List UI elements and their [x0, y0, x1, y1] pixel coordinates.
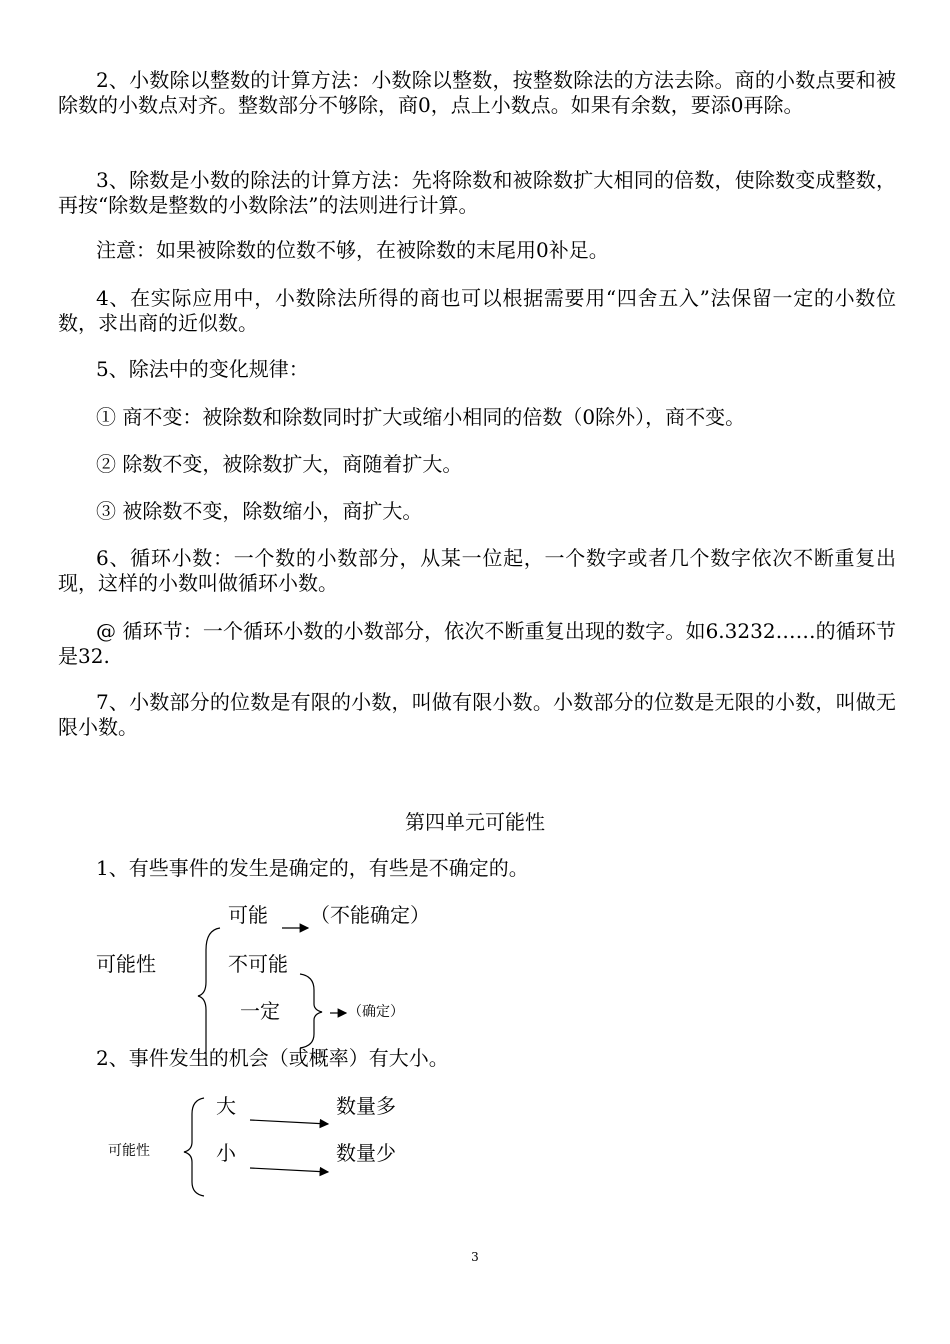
diagram1-small-brace [300, 974, 322, 1048]
diagram2-root: 可能性 [108, 1143, 150, 1159]
rule-dividend-unchanged: ③ 被除数不变，除数缩小，商扩大。 [96, 499, 423, 523]
paragraph-note: 注意：如果被除数的位数不够，在被除数的末尾用0补足。 [96, 238, 609, 262]
unit4-item-1: 1、有些事件的发生是确定的，有些是不确定的。 [96, 856, 529, 880]
diagram1-root: 可能性 [96, 952, 156, 976]
diagram2-small: 小 [216, 1141, 236, 1165]
paragraph-finite-infinite-decimal: 7、小数部分的位数是有限的小数，叫做有限小数。小数部分的位数是无限的小数，叫做无限小数。 [58, 690, 896, 739]
paragraph-division-rules-heading: 5、除法中的变化规律： [96, 357, 309, 381]
section-title: 第四单元可能性 [405, 810, 545, 834]
diagram1-impossible: 不可能 [228, 952, 288, 976]
diagram1-possible: 可能 [228, 903, 268, 927]
diagram2-arrow-big [250, 1120, 328, 1124]
diagram2-more: 数量多 [336, 1094, 396, 1118]
paragraph-repeating-decimal: 6、循环小数：一个数的小数部分，从某一位起，一个数字或者几个数字依次不断重复出现，这样的小数叫做循环小数。 [58, 546, 896, 595]
paragraph-repetend: @ 循环节：一个循环小数的小数部分，依次不断重复出现的数字。如6.3232……的循环节是32. [58, 619, 896, 668]
rule-divisor-unchanged: ② 除数不变，被除数扩大，商随着扩大。 [96, 452, 463, 476]
diagram1-certain-note: （确定） [348, 1004, 404, 1020]
diagram1-uncertain-note: （不能确定） [310, 903, 430, 927]
paragraph-rounding: 4、在实际应用中，小数除法所得的商也可以根据需要用“四舍五入”法保留一定的小数位数，求出商的近似数。 [58, 286, 896, 335]
rule-quotient-unchanged: ① 商不变：被除数和除数同时扩大或缩小相同的倍数（0除外），商不变。 [96, 405, 746, 429]
unit4-item-2: 2、事件发生的机会（或概率）有大小。 [96, 1046, 449, 1070]
paragraph-decimal-divided-by-integer: 2、小数除以整数的计算方法：小数除以整数，按整数除法的方法去除。商的小数点要和被除数的小数点对齐。整数部分不够除，商0，点上小数点。如果有余数，要添0再除。 [58, 68, 896, 117]
diagram2-less: 数量少 [336, 1141, 396, 1165]
diagram2-arrow-small [250, 1168, 328, 1172]
diagram1-certain: 一定 [240, 999, 280, 1023]
diagram2-brace [184, 1098, 204, 1196]
paragraph-divisor-is-decimal: 3、除数是小数的除法的计算方法：先将除数和被除数扩大相同的倍数，使除数变成整数，再按“除数是整数的小数除法”的法则进行计算。 [58, 168, 896, 217]
diagram2-big: 大 [216, 1094, 236, 1118]
page-number: 3 [471, 1250, 479, 1264]
